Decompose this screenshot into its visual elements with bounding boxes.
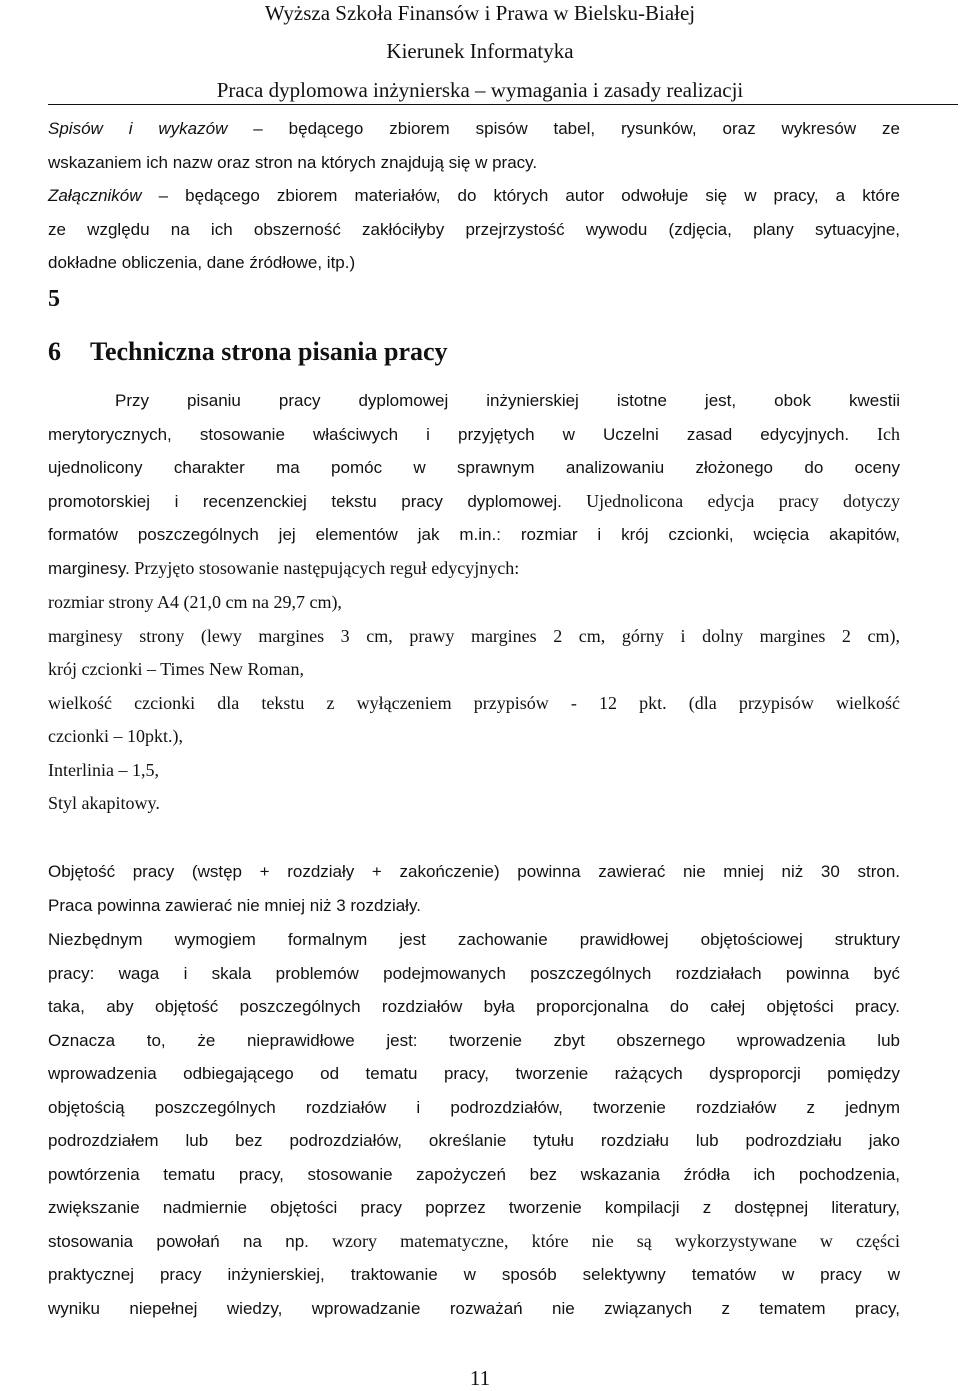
paragraph-text: Ich [849,423,901,444]
paragraph-line: praktycznej pracy inżynierskiej, traktowanie w sposób selektywny tematów w pracy w [48,1265,900,1284]
list-item-spisow-line2: wskazaniem ich nazw oraz stron na których znajdują się w pracy. [48,152,538,172]
paragraph-text: merytorycznych, stosowanie właściwych i przyjętych w Uczelni zasad edycyjnych. [48,424,850,444]
paragraph-line: wyniku niepełnej wiedzy, wprowadzanie rozważań nie związanych z tematem pracy, [48,1298,900,1318]
paragraph-line: Praca powinna zawierać nie mniej niż 3 rozdziały. [48,895,421,915]
list-item-zalacznikow [48,179,900,280]
heading-6 [48,337,448,367]
paragraph-line: powtórzenia tematu pracy, stosowanie zapożyczeń bez wskazania źródła ich pochodzenia, [48,1164,900,1184]
paragraph-line: Przy pisaniu pracy dyplomowej inżynierskiej istotne jest, obok kwestii [115,391,900,410]
term-zalacznikow: Załączników [48,186,142,205]
paragraph-line [48,485,900,519]
editing-rules-list [48,586,900,821]
rule-item: Styl akapitowy. [48,793,160,813]
paragraph-line [48,418,900,452]
paragraph-line: wprowadzenia odbiegającego od tematu pracy, tworzenie rażących dysproporcji pomiędzy [48,1064,900,1083]
paragraph-text: wzory matematyczne, które nie są wykorzystywane w części [308,1230,900,1251]
paragraph-text: Przyjęto stosowanie następujących reguł edycyjnych: [129,557,520,578]
rule-item: krój czcionki – Times New Roman, [48,659,304,679]
paragraph-line: Niezbędnym wymogiem formalnym jest zachowanie prawidłowej objętościowej struktury [48,930,900,949]
header-university: Wyższa Szkoła Finansów i Prawa w Bielsku-Białej [264,1,696,25]
paragraph-text: promotorskiej i recenzenckiej tekstu pracy dyplomowej. [48,491,562,511]
paragraph-line: podrozdziałem lub bez podrozdziałów, określanie tytułu rozdziału lub podrozdziału jako [48,1131,900,1150]
rule-item: rozmiar strony A4 (21,0 cm na 29,7 cm), [48,592,342,612]
paragraph-line: Objętość pracy (wstęp + rozdziały + zakończenie) powinna zawierać nie mniej niż 30 stron. [48,862,900,881]
paragraph-text: Ujednolicona edycja pracy dotyczy [561,490,900,511]
list-item-spisow-line1 [48,112,900,146]
paragraph-structure [48,923,900,1325]
rule-item: Interlinia – 1,5, [48,759,159,780]
paragraph-editing-rules [48,384,900,585]
paragraph-line: formatów poszczególnych jej elementów jak m.in.: rozmiar i krój czcionki, wcięcia akapitów, [48,525,900,544]
paragraph-text: stosowania powołań na np. [48,1231,309,1251]
list-item-spisow [48,112,900,179]
paragraph-line: pracy: waga i skala problemów podejmowanych poszczególnych rozdziałach powinna być [48,963,900,983]
paragraph-line: ujednolicony charakter ma pomóc w sprawnym analizowaniu złożonego do oceny [48,458,900,477]
heading-6-number: 6 [48,337,61,366]
list-item-zalacznikow-line1 [48,179,900,213]
paragraph-line: taka, aby objętość poszczególnych rozdziałów była proporcjonalna do całej objętości pracy. [48,997,900,1016]
header-faculty: Kierunek Informatyka [386,39,574,63]
list-item-text: – będącego zbiorem materiałów, do których autor odwołuje się w pracy, a które [141,186,900,205]
paragraph-line [48,1225,900,1259]
paragraph-line: zwiększanie nadmiernie objętości pracy poprzez tworzenie kompilacji z dostępnej literatury, [48,1198,900,1217]
paragraph-line: objętością poszczególnych rozdziałów i podrozdziałów, tworzenie rozdziałów z jednym [48,1097,900,1117]
paragraph-text: marginesy. [48,558,130,578]
header-rule [48,104,958,105]
list-item-text: – będącego zbiorem spisów tabel, rysunków, oraz wykresów ze [227,119,900,138]
rule-item: wielkość czcionki dla tekstu z wyłączeniem przypisów - 12 pkt. (dla przypisów wielkość [48,692,900,713]
heading-5: 5 [48,286,60,312]
rule-item: marginesy strony (lewy margines 3 cm, prawy margines 2 cm, górny i dolny margines 2 cm), [48,625,900,646]
paragraph-line [48,552,900,586]
term-spisow: Spisów i wykazów [48,119,228,138]
list-item-zalacznikow-line2: ze względu na ich obszerność zakłóciłyby przejrzystość wywodu (zdjęcia, plany sytuacyjne, [48,219,900,239]
page-number: 11 [469,1366,491,1390]
rule-item: czcionki – 10pkt.), [48,726,183,746]
paragraph-line: Oznacza to, że nieprawidłowe jest: tworzenie zbyt obszernego wprowadzenia lub [48,1030,900,1050]
paragraph-volume [48,855,900,922]
list-item-zalacznikow-line3: dokładne obliczenia, dane źródłowe, itp.) [48,253,356,272]
header-document-title: Praca dyplomowa inżynierska – wymagania i zasady realizacji [216,78,744,102]
heading-6-title: Techniczna strona pisania pracy [90,337,448,366]
